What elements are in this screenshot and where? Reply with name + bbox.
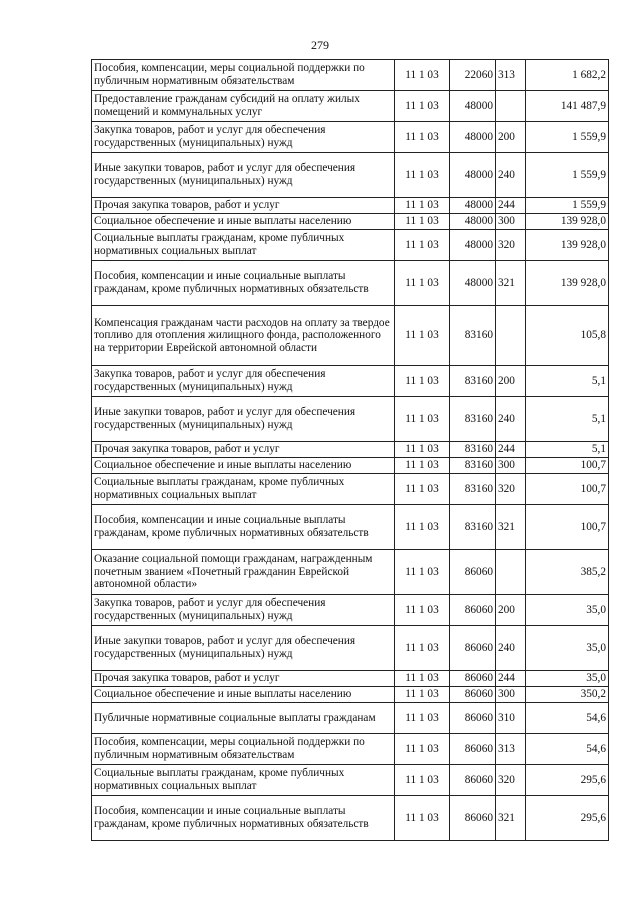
- table-row: [92, 122, 609, 153]
- row-sum: 139 928,0: [526, 214, 609, 230]
- row-name: Прочая закупка товаров, работ и услуг: [92, 198, 395, 214]
- table-row: [92, 306, 609, 366]
- row-expense-type: 244: [496, 671, 526, 687]
- table-row: [92, 505, 609, 550]
- row-sum: 100,7: [526, 505, 609, 550]
- row-target: 48000: [450, 214, 496, 230]
- row-sum: 1 559,9: [526, 153, 609, 198]
- row-target: 83160: [450, 458, 496, 474]
- row-name: Пособия, компенсации и иные социальные выплаты гражданам, кроме публичных нормативных обязательств: [92, 505, 395, 550]
- page-number: 279: [311, 38, 329, 52]
- row-target: 48000: [450, 91, 496, 122]
- row-sum: 295,6: [526, 765, 609, 796]
- row-expense-type: 244: [496, 198, 526, 214]
- row-target: 86060: [450, 687, 496, 703]
- table-row: [92, 198, 609, 214]
- row-sum: 139 928,0: [526, 230, 609, 261]
- row-code: 11 1 03: [395, 60, 450, 91]
- row-name: Закупка товаров, работ и услуг для обеспечения государственных (муниципальных) нужд: [92, 366, 395, 397]
- row-code: 11 1 03: [395, 505, 450, 550]
- row-target: 86060: [450, 550, 496, 595]
- budget-table: [91, 59, 609, 841]
- row-code: 11 1 03: [395, 796, 450, 841]
- row-code: 11 1 03: [395, 261, 450, 306]
- row-name: Пособия, компенсации и иные социальные выплаты гражданам, кроме публичных нормативных обязательств: [92, 261, 395, 306]
- table-row: [92, 366, 609, 397]
- row-code: 11 1 03: [395, 595, 450, 626]
- row-sum: 100,7: [526, 458, 609, 474]
- row-expense-type: 300: [496, 458, 526, 474]
- row-expense-type: 321: [496, 796, 526, 841]
- row-sum: 5,1: [526, 397, 609, 442]
- row-code: 11 1 03: [395, 734, 450, 765]
- row-expense-type: 310: [496, 703, 526, 734]
- table-row: [92, 230, 609, 261]
- table-row: [92, 153, 609, 198]
- row-name: Компенсация гражданам части расходов на оплату за твердое топливо для отопления жилищного фонда, расположенного на территории Еврейской автономной области: [92, 306, 395, 366]
- row-code: 11 1 03: [395, 458, 450, 474]
- row-target: 48000: [450, 122, 496, 153]
- row-name: Социальное обеспечение и иные выплаты населению: [92, 687, 395, 703]
- row-name: Предоставление гражданам субсидий на оплату жилых помещений и коммунальных услуг: [92, 91, 395, 122]
- row-sum: 5,1: [526, 366, 609, 397]
- row-target: 83160: [450, 505, 496, 550]
- table-row: [92, 550, 609, 595]
- row-sum: 295,6: [526, 796, 609, 841]
- row-name: Иные закупки товаров, работ и услуг для обеспечения государственных (муниципальных) нужд: [92, 626, 395, 671]
- row-code: 11 1 03: [395, 703, 450, 734]
- row-name: Публичные нормативные социальные выплаты гражданам: [92, 703, 395, 734]
- row-target: 86060: [450, 796, 496, 841]
- table-row: [92, 796, 609, 841]
- row-code: 11 1 03: [395, 153, 450, 198]
- row-code: 11 1 03: [395, 765, 450, 796]
- row-expense-type: 320: [496, 230, 526, 261]
- table-row: [92, 91, 609, 122]
- row-sum: 105,8: [526, 306, 609, 366]
- table-row: [92, 60, 609, 91]
- row-target: 48000: [450, 261, 496, 306]
- row-sum: 5,1: [526, 442, 609, 458]
- row-sum: 35,0: [526, 595, 609, 626]
- table-row: [92, 703, 609, 734]
- row-sum: 100,7: [526, 474, 609, 505]
- table-row: [92, 765, 609, 796]
- row-code: 11 1 03: [395, 366, 450, 397]
- table-row: [92, 442, 609, 458]
- row-name: Закупка товаров, работ и услуг для обеспечения государственных (муниципальных) нужд: [92, 122, 395, 153]
- row-name: Иные закупки товаров, работ и услуг для обеспечения государственных (муниципальных) нужд: [92, 153, 395, 198]
- row-code: 11 1 03: [395, 687, 450, 703]
- row-target: 86060: [450, 626, 496, 671]
- table-row: [92, 474, 609, 505]
- row-target: 83160: [450, 366, 496, 397]
- row-name: Социальные выплаты гражданам, кроме публичных нормативных социальных выплат: [92, 765, 395, 796]
- table-row: [92, 261, 609, 306]
- row-sum: 385,2: [526, 550, 609, 595]
- row-expense-type: 313: [496, 734, 526, 765]
- row-code: 11 1 03: [395, 306, 450, 366]
- row-target: 48000: [450, 230, 496, 261]
- row-name: Пособия, компенсации, меры социальной поддержки по публичным нормативным обязательствам: [92, 60, 395, 91]
- row-expense-type: 313: [496, 60, 526, 91]
- row-expense-type: 321: [496, 261, 526, 306]
- row-target: 86060: [450, 703, 496, 734]
- row-expense-type: 200: [496, 366, 526, 397]
- row-target: 86060: [450, 765, 496, 796]
- table-row: [92, 687, 609, 703]
- row-code: 11 1 03: [395, 91, 450, 122]
- row-sum: 35,0: [526, 671, 609, 687]
- row-expense-type: [496, 550, 526, 595]
- row-target: 22060: [450, 60, 496, 91]
- row-name: Социальное обеспечение и иные выплаты населению: [92, 458, 395, 474]
- row-target: 86060: [450, 734, 496, 765]
- row-expense-type: 200: [496, 122, 526, 153]
- row-sum: 1 559,9: [526, 198, 609, 214]
- row-sum: 35,0: [526, 626, 609, 671]
- row-target: 83160: [450, 397, 496, 442]
- row-code: 11 1 03: [395, 671, 450, 687]
- table-body: [92, 60, 609, 841]
- row-expense-type: 300: [496, 214, 526, 230]
- row-sum: 54,6: [526, 703, 609, 734]
- table-row: [92, 626, 609, 671]
- row-code: 11 1 03: [395, 198, 450, 214]
- row-target: 86060: [450, 671, 496, 687]
- row-expense-type: 300: [496, 687, 526, 703]
- row-code: 11 1 03: [395, 442, 450, 458]
- row-sum: 141 487,9: [526, 91, 609, 122]
- row-code: 11 1 03: [395, 397, 450, 442]
- row-code: 11 1 03: [395, 474, 450, 505]
- row-target: 86060: [450, 595, 496, 626]
- row-name: Иные закупки товаров, работ и услуг для обеспечения государственных (муниципальных) нужд: [92, 397, 395, 442]
- row-target: 83160: [450, 306, 496, 366]
- table-row: [92, 458, 609, 474]
- row-code: 11 1 03: [395, 230, 450, 261]
- row-expense-type: 320: [496, 765, 526, 796]
- row-code: 11 1 03: [395, 550, 450, 595]
- row-name: Социальное обеспечение и иные выплаты населению: [92, 214, 395, 230]
- row-name: Прочая закупка товаров, работ и услуг: [92, 671, 395, 687]
- row-name: Закупка товаров, работ и услуг для обеспечения государственных (муниципальных) нужд: [92, 595, 395, 626]
- row-target: 83160: [450, 442, 496, 458]
- row-name: Оказание социальной помощи гражданам, награжденным почетным званием «Почетный гражданин Еврейской автономной области»: [92, 550, 395, 595]
- row-name: Пособия, компенсации, меры социальной поддержки по публичным нормативным обязательствам: [92, 734, 395, 765]
- table-row: [92, 214, 609, 230]
- table-row: [92, 397, 609, 442]
- row-name: Прочая закупка товаров, работ и услуг: [92, 442, 395, 458]
- row-sum: 1 682,2: [526, 60, 609, 91]
- row-code: 11 1 03: [395, 214, 450, 230]
- row-sum: 139 928,0: [526, 261, 609, 306]
- row-target: 83160: [450, 474, 496, 505]
- row-target: 48000: [450, 198, 496, 214]
- row-name: Пособия, компенсации и иные социальные выплаты гражданам, кроме публичных нормативных обязательств: [92, 796, 395, 841]
- row-expense-type: 200: [496, 595, 526, 626]
- row-expense-type: 240: [496, 153, 526, 198]
- row-expense-type: 321: [496, 505, 526, 550]
- row-sum: 1 559,9: [526, 122, 609, 153]
- row-expense-type: 240: [496, 397, 526, 442]
- row-sum: 54,6: [526, 734, 609, 765]
- table-row: [92, 671, 609, 687]
- row-expense-type: [496, 306, 526, 366]
- row-target: 48000: [450, 153, 496, 198]
- table-row: [92, 734, 609, 765]
- row-sum: 350,2: [526, 687, 609, 703]
- row-code: 11 1 03: [395, 626, 450, 671]
- row-expense-type: [496, 91, 526, 122]
- row-expense-type: 240: [496, 626, 526, 671]
- row-name: Социальные выплаты гражданам, кроме публичных нормативных социальных выплат: [92, 230, 395, 261]
- row-expense-type: 244: [496, 442, 526, 458]
- row-expense-type: 320: [496, 474, 526, 505]
- table-row: [92, 595, 609, 626]
- row-name: Социальные выплаты гражданам, кроме публичных нормативных социальных выплат: [92, 474, 395, 505]
- row-code: 11 1 03: [395, 122, 450, 153]
